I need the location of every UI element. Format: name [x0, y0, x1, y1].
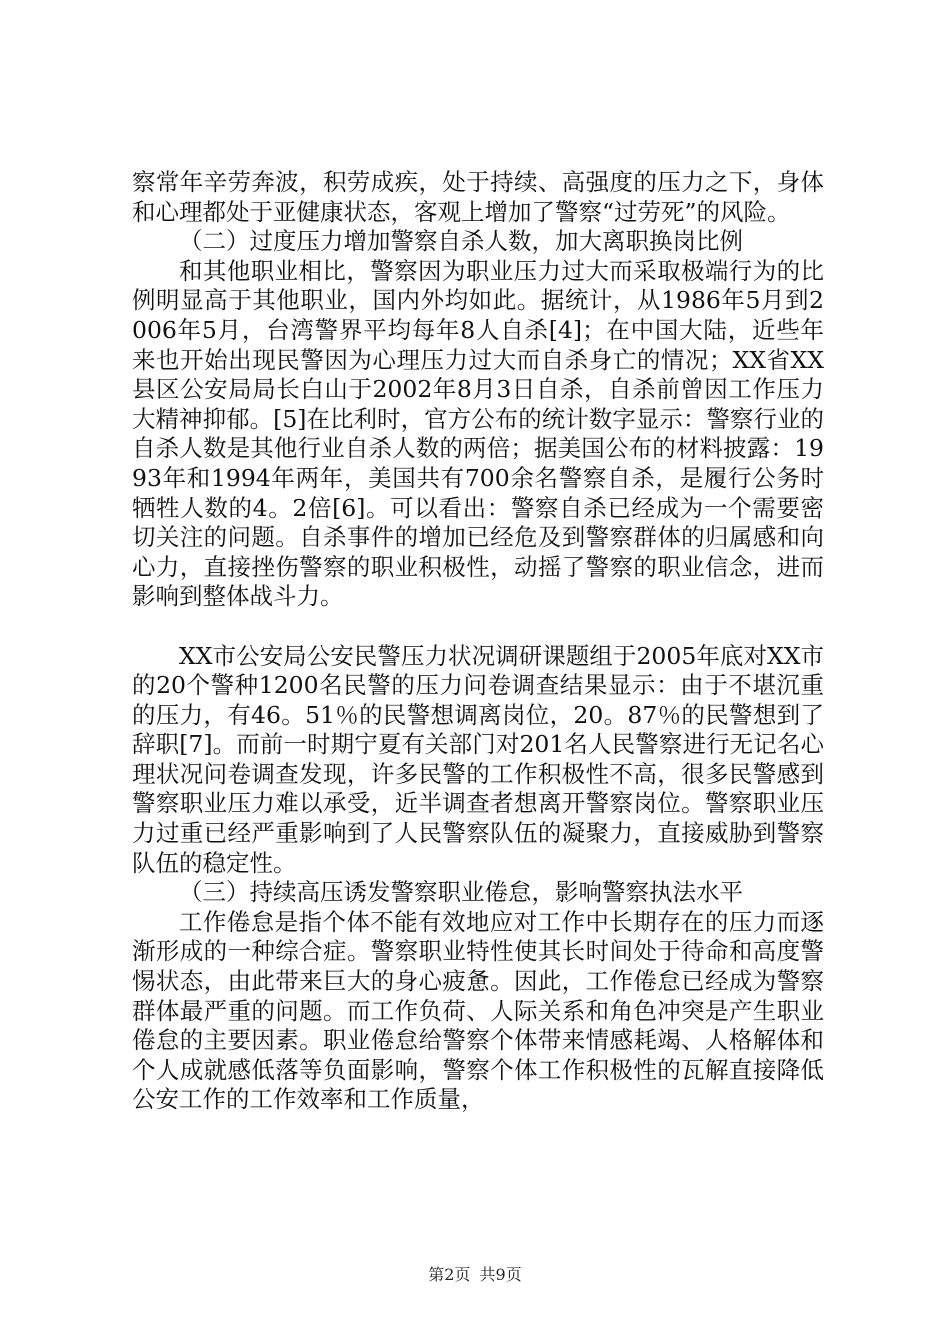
document-body [132, 168, 824, 1115]
paragraph-burnout: 工作倦怠是指个体不能有效地应对工作中长期存在的压力而逐渐形成的一种综合症。警察职业特性使其长时间处于待命和高度警惕状态，由此带来巨大的身心疲惫。因此，工作倦怠已经成为警察群体最严重的问题。而工作负荷、人际关系和角色冲突是产生职业倦怠的主要因素。职业倦怠给警察个体带来情感耗竭、人格解体和个人成就感低落等负面影响，警察个体工作积极性的瓦解直接降低公安工作的工作效率和工作质量， [132, 907, 824, 1114]
section-heading-3: （三）持续高压诱发警察职业倦怠，影响警察执法水平 [179, 878, 743, 907]
section-heading-2: （二）过度压力增加警察自杀人数，加大离职换岗比例 [179, 227, 743, 256]
page-footer [0, 1262, 950, 1285]
document-text [132, 168, 824, 1115]
page-total: 共9页 [479, 1265, 522, 1284]
paragraph-gap [132, 612, 824, 642]
page-number: 第2页 [428, 1265, 471, 1284]
paragraph-continuation: 察常年辛劳奔波，积劳成疾，处于持续、高强度的压力之下，身体和心理都处于亚健康状态，客观上增加了警察“过劳死”的风险。 [132, 168, 824, 226]
paragraph-survey-results: XX市公安局公安民警压力状况调研课题组于2005年底对XX市的20个警种1200名民警的压力问卷调查结果显示：由于不堪沉重的压力，有46。51％的民警想调离岗位，20。87％的民警想到了辞职[7]。而前一时期宁夏有关部门对201名人民警察进行无记名心理状况问卷调查发现，许多民警的工作积极性不高，很多民警感到警察职业压力难以承受，近半调查者想离开警察岗位。警察职业压力过重已经严重影响到了人民警察队伍的凝聚力，直接威胁到警察队伍的稳定性。 [132, 641, 824, 877]
paragraph-suicide-statistics: 和其他职业相比，警察因为职业压力过大而采取极端行为的比例明显高于其他职业，国内外均如此。据统计，从1986年5月到2006年5月，台湾警界平均每年8人自杀[4]；在中国大陆，近些年来也开始出现民警因为心理压力过大而自杀身亡的情况；XX省XX县区公安局局长白山于2002年8月3日自杀，自杀前曾因工作压力大精神抑郁。[5]在比利时，官方公布的统计数字显示：警察行业的自杀人数是其他行业自杀人数的两倍；据美国公布的材料披露：1993年和1994年两年，美国共有700余名警察自杀，是履行公务时牺牲人数的4。2倍[6]。可以看出：警察自杀已经成为一个需要密切关注的问题。自杀事件的增加已经危及到警察群体的归属感和向心力，直接挫伤警察的职业积极性，动摇了警察的职业信念，进而影响到整体战斗力。 [132, 256, 824, 611]
